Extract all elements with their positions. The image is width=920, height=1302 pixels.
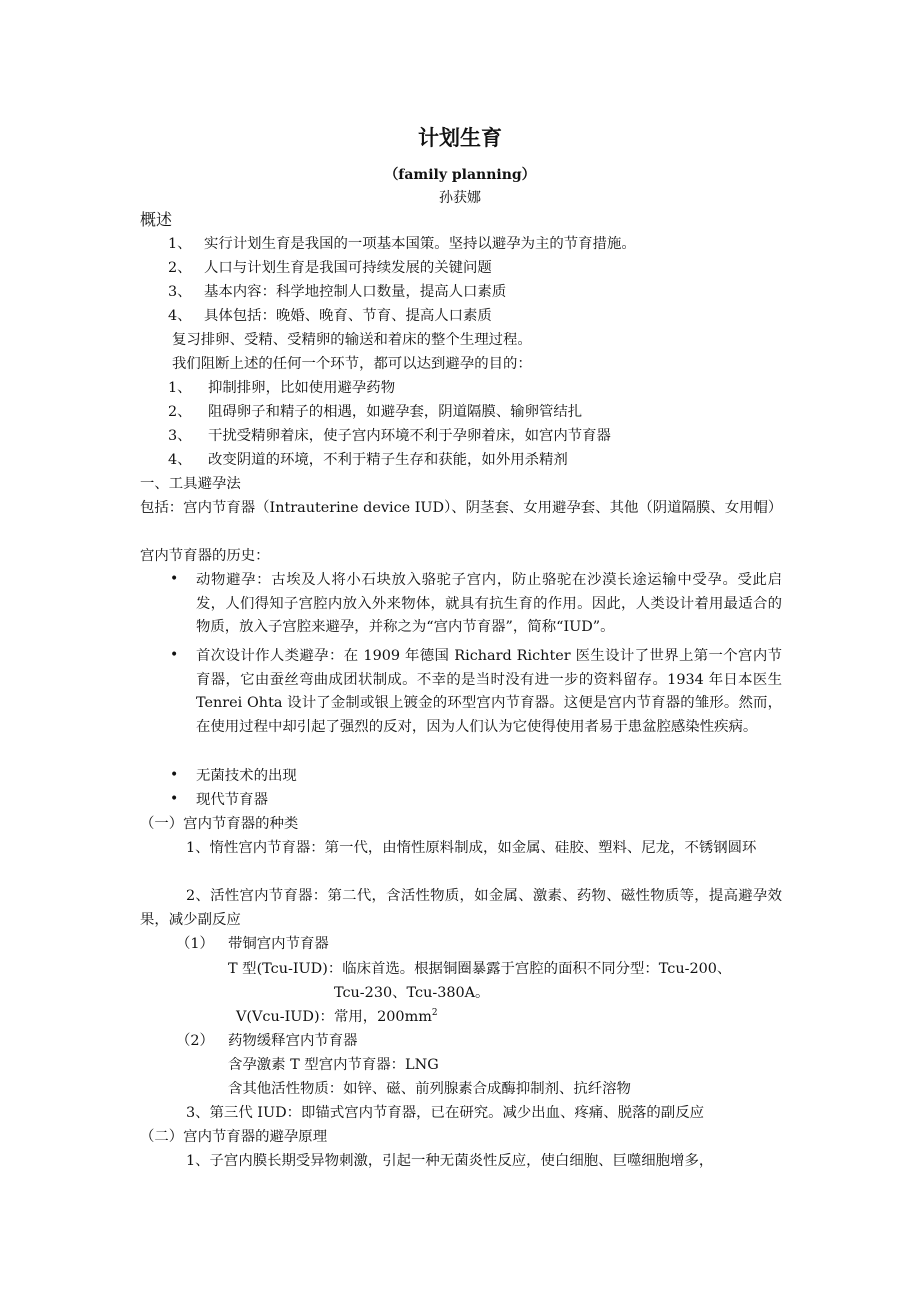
bullet-marker: • [170,767,179,783]
item-number: 3、 [168,428,192,444]
doc-title: 计划生育 [418,126,502,150]
history-heading: 宫内节育器的历史： [140,548,270,564]
copper-heading [176,933,329,956]
bullet-marker: • [170,571,179,587]
item-number: 2、 [168,260,192,276]
overview-item [168,233,636,256]
item-number: 2、 [168,404,192,420]
principle-paragraph: 1、子宫内膜长期受异物刺激，引起一种无菌炎性反应，使白细胞、巨噬细胞增多， [186,1153,714,1169]
history-bullet: 现代节育器 [196,792,268,808]
item-text: 具体包括：晚婚、晚育、节育、提高人口素质 [204,308,492,324]
item-text: 改变阴道的环境，不利于精子生存和获能，如外用杀精剂 [208,452,568,468]
item-text: 实行计划生育是我国的一项基本国策。坚持以避孕为主的节育措施。 [204,236,636,252]
history-bullet: 无菌技术的出现 [196,768,297,784]
bullet-marker: • [170,791,179,807]
item-number: （2） [176,1033,214,1049]
item-number: 1、 [168,236,192,252]
lng-line: 含孕激素 T 型宫内节育器：LNG [228,1057,439,1073]
overview-item [168,257,492,280]
overview-item [168,281,506,304]
subsection-heading: （一）宫内节育器的种类 [140,816,299,832]
overview-heading: 概述 [140,210,173,229]
item-number: 4、 [168,308,192,324]
item-text: 基本内容：科学地控制人口数量，提高人口素质 [204,284,507,300]
review-line: 复习排卵、受精、受精卵的输送和着床的整个生理过程。 [172,332,532,348]
vcu-text: V(Vcu-IUD)：常用，200mm [236,1009,432,1025]
drug-heading [176,1030,358,1053]
item-text: 人口与计划生育是我国可持续发展的关键问题 [204,260,492,276]
item-text: 抑制排卵，比如使用避孕药物 [208,380,396,396]
doc-author: 孙获娜 [439,190,481,206]
bullet-marker: • [170,647,179,663]
other-active-line: 含其他活性物质：如锌、磁、前列腺素合成酶抑制剂、抗纤溶物 [228,1081,631,1097]
doc-subtitle: （family planning） [384,167,536,183]
type-paragraph: 3、第三代 IUD：即锚式宫内节育器，已在研究。减少出血、疼痛、脱落的副反应 [186,1105,704,1121]
history-bullet: 动物避孕：古埃及人将小石块放入骆驼子宫内，防止骆驼在沙漠长途运输中受孕。受此启发，人们得知子宫腔内放入外来物体，就具有抗生育的作用。因此，人类设计着用最适合的物质，放入子宫腔来避孕，并称之为“宫内节育器”，简称“IUD”。 [196,572,782,635]
overview-item [168,305,492,328]
item-number: 3、 [168,284,192,300]
vcu-superscript: 2 [431,1008,438,1019]
includes-paragraph: 包括：宫内节育器（Intrauterine device IUD）、阴茎套、女用避孕套、其他（阴道隔膜、女用帽） [140,500,783,516]
tcu-line-cont: Tcu-230、Tcu-380A。 [334,985,490,1001]
item-number: （1） [176,936,214,952]
block-item [168,425,611,448]
vcu-line [236,1006,438,1029]
item-text: 阻碍卵子和精子的相遇，如避孕套，阴道隔膜、输卵管结扎 [208,404,583,420]
type-paragraph: 2、活性宫内节育器：第二代，含活性物质，如金属、激素、药物、磁性物质等，提高避孕效果，减少副反应 [140,888,782,928]
history-bullet: 首次设计作人类避孕：在 1909 年德国 Richard Richter 医生设计了世界上第一个宫内节育器，它由蚕丝弯曲成团状制成。不幸的是当时没有进一步的资料留存。1934 年日本医生 Tenrei Ohta 设计了金制或银上镀金的环型宫内节育器。这便是宫内节育器的雏形。然而，在使用过程中却引起了强烈的反对，因为人们认为它使得使用者易于患盆腔感染性疾病。 [196,648,782,735]
block-line: 我们阻断上述的任何一个环节，都可以达到避孕的目的： [172,356,532,372]
section-heading: 一、工具避孕法 [140,476,241,492]
item-text: 干扰受精卵着床，使子宫内环境不利于孕卵着床，如宫内节育器 [208,428,611,444]
tcu-line: T 型(Tcu-IUD)：临床首选。根据铜圈暴露于宫腔的面积不同分型：Tcu-200、 [228,961,732,977]
block-item [168,449,568,472]
block-item [168,377,395,400]
block-item [168,401,582,424]
item-number: 1、 [168,380,192,396]
subsection-heading: （二）宫内节育器的避孕原理 [140,1129,328,1145]
type-paragraph: 1、惰性宫内节育器：第一代，由惰性原料制成，如金属、硅胶、塑料、尼龙，不锈钢圆环 [186,840,757,856]
item-number: 4、 [168,452,192,468]
item-text: 药物缓释宫内节育器 [228,1033,358,1049]
item-text: 带铜宫内节育器 [228,936,329,952]
